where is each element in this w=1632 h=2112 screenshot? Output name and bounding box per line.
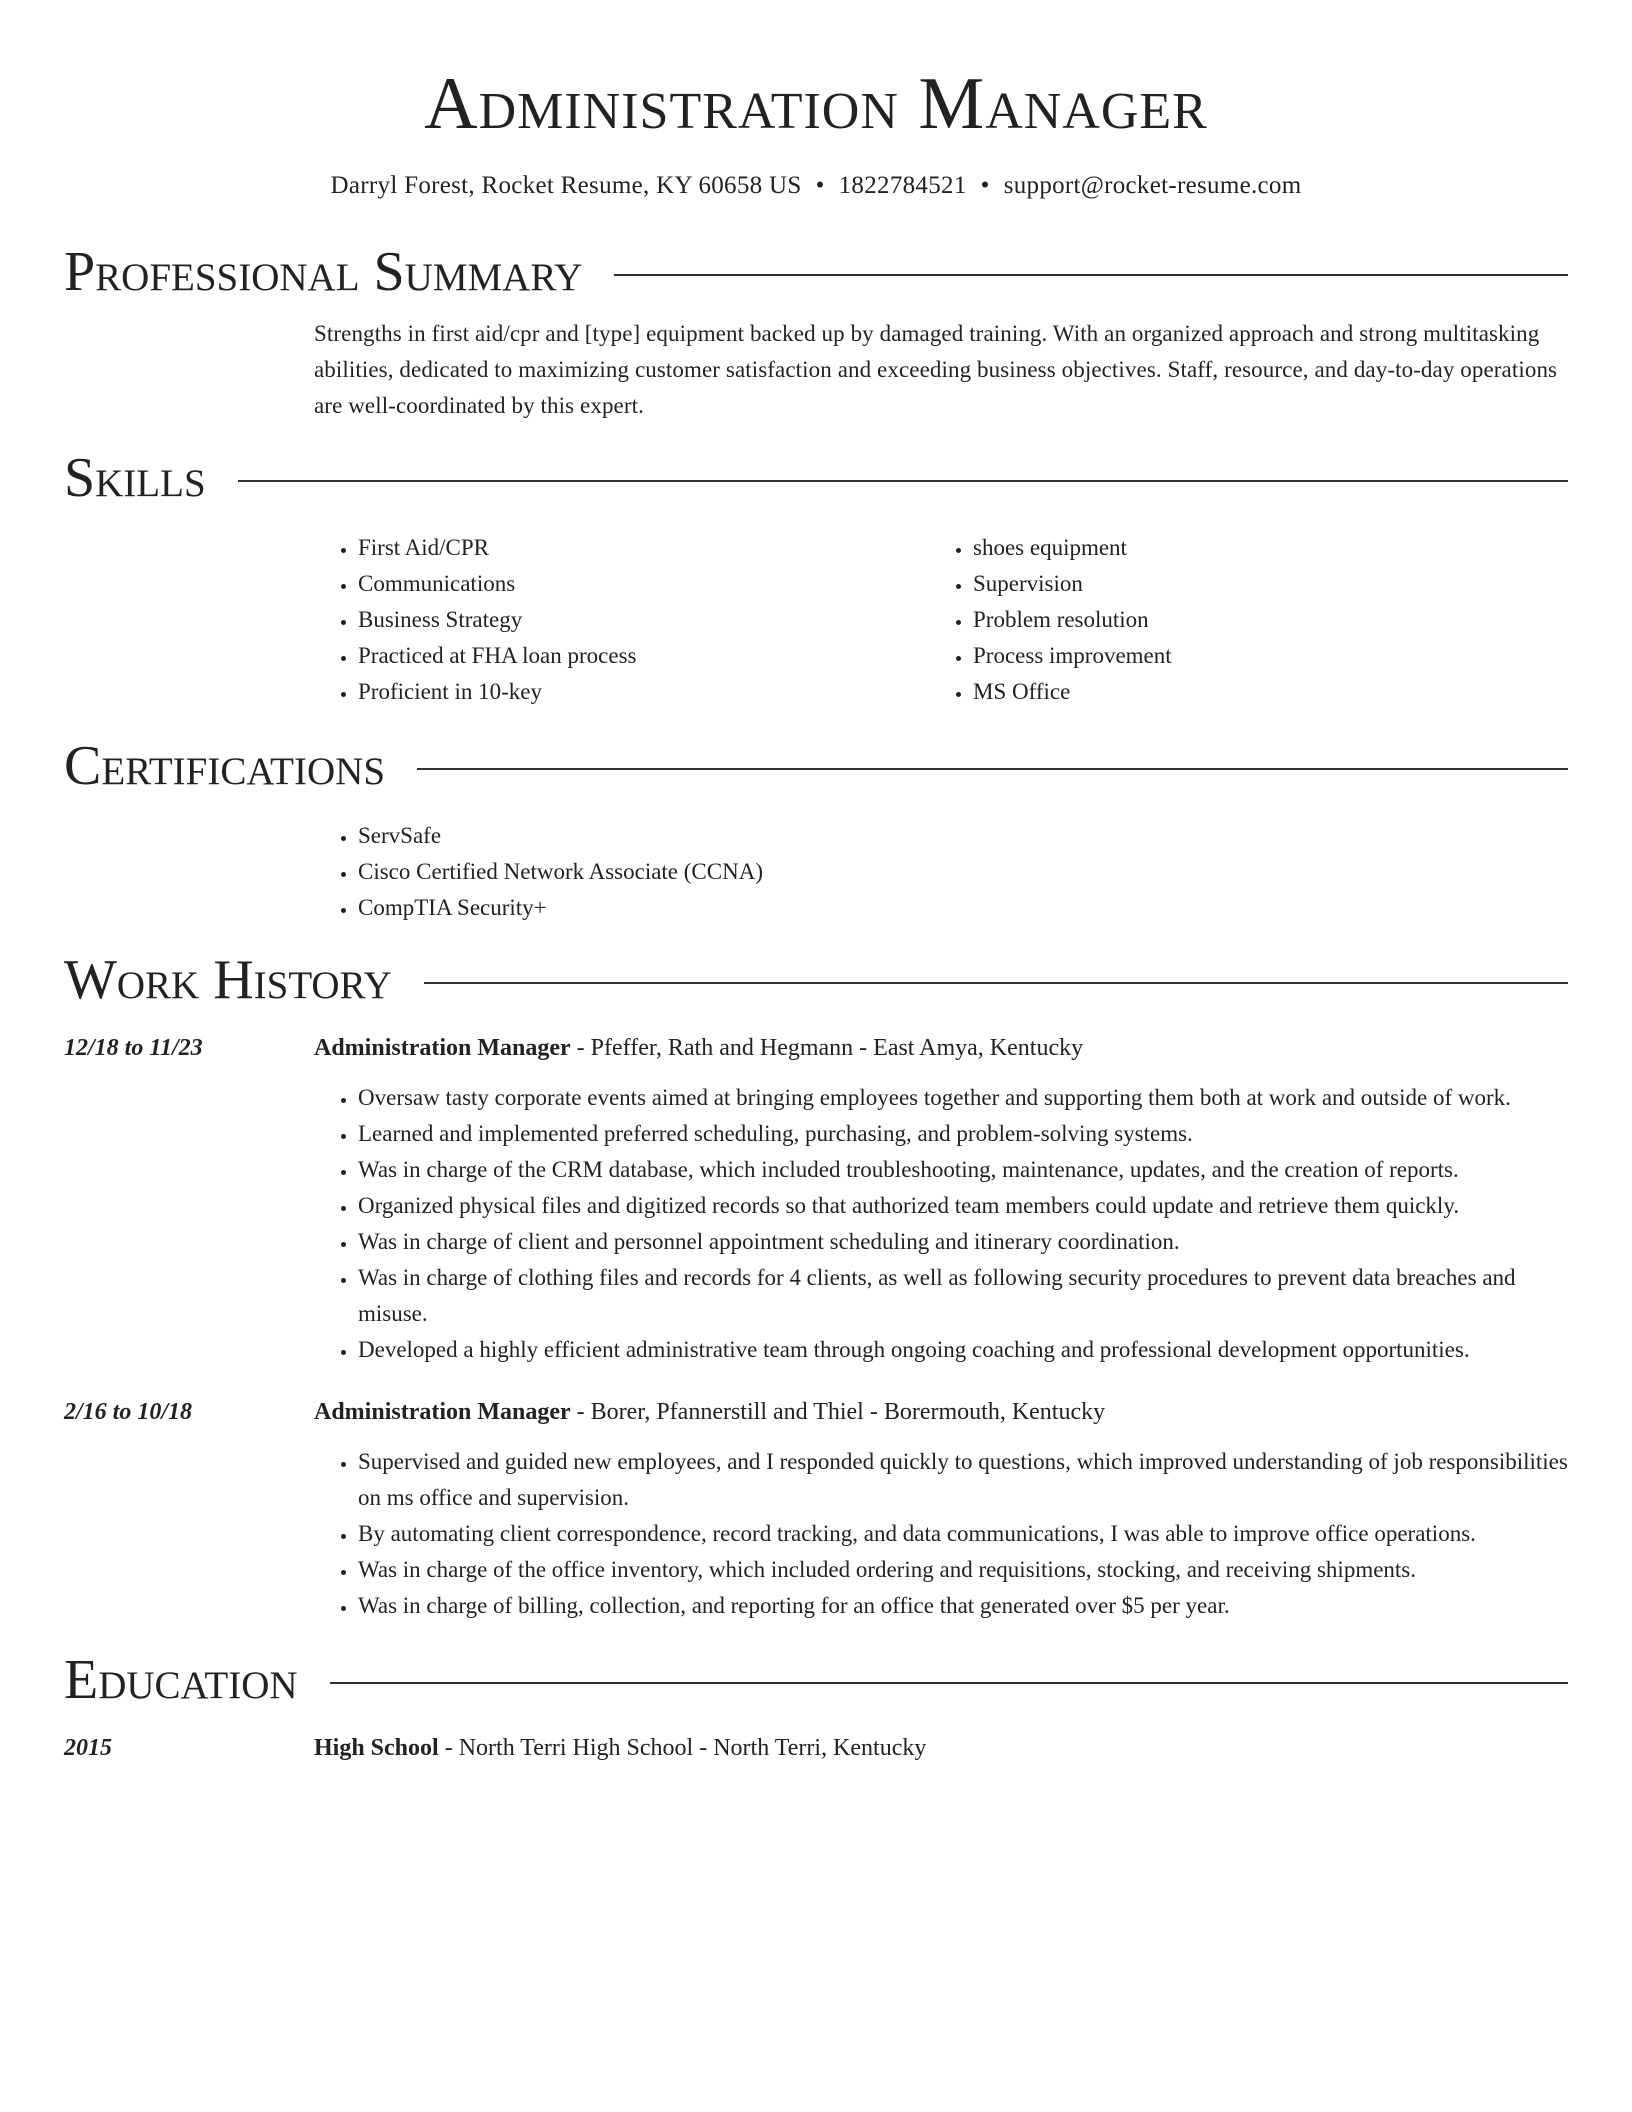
skills-column-right <box>929 530 1544 710</box>
section-title-work-history: Work History <box>64 949 392 1011</box>
resume-title: Administration Manager <box>424 63 1208 145</box>
certification-item: • CompTIA Security+ <box>358 890 1568 926</box>
skill-item: • Communications <box>358 566 929 602</box>
contact-email: support@rocket-resume.com <box>1003 172 1302 199</box>
job-bullet: • Organized physical files and digitized records so that authorized team members could update and retrieve them quickly. <box>358 1188 1568 1224</box>
certifications-content <box>314 818 1568 926</box>
job-entry <box>64 1394 1568 1624</box>
job-bullet: • Was in charge of clothing files and records for 4 clients, as well as following security procedures to prevent data breaches and misuse. <box>358 1260 1568 1332</box>
job-bullet: • Was in charge of the office inventory, which included ordering and requisitions, stocking, and receiving shipments. <box>358 1552 1568 1588</box>
job-heading <box>314 1394 1568 1430</box>
work-history-section <box>64 948 1568 1624</box>
skills-column-left <box>314 530 929 710</box>
job-bullet: • Oversaw tasty corporate events aimed at bringing employees together and supporting them both at work and outside of work. <box>358 1080 1568 1116</box>
education-section <box>64 1648 1568 1766</box>
skill-item: • Business Strategy <box>358 602 929 638</box>
section-title-education: Education <box>64 1649 298 1711</box>
job-date: 2/16 to 10/18 <box>64 1399 193 1425</box>
certification-item: • ServSafe <box>358 818 1568 854</box>
job-company: - Pfeffer, Rath and Hegmann - East Amya, Kentucky <box>570 1035 1084 1061</box>
job-heading <box>314 1030 1568 1066</box>
job-bullet: • Was in charge of billing, collection, and reporting for an office that generated over $5 per year. <box>358 1588 1568 1624</box>
job-bullet: • Developed a highly efficient administrative team through ongoing coaching and professional development opportunities. <box>358 1332 1568 1368</box>
education-entry <box>64 1730 1568 1766</box>
summary-content <box>314 316 1568 424</box>
skill-item: • Practiced at FHA loan process <box>358 638 929 674</box>
skill-item: • shoes equipment <box>973 530 1544 566</box>
job-company: - Borer, Pfannerstill and Thiel - Borermouth, Kentucky <box>570 1399 1106 1425</box>
education-degree: High School <box>314 1735 439 1761</box>
education-body <box>314 1730 1568 1766</box>
contact-separator: • <box>980 172 990 199</box>
job-bullet: • Learned and implemented preferred scheduling, purchasing, and problem-solving systems. <box>358 1116 1568 1152</box>
skill-item: • MS Office <box>973 674 1544 710</box>
job-entry <box>64 1030 1568 1368</box>
contact-separator: • <box>815 172 825 199</box>
certifications-list <box>314 818 1568 926</box>
job-title: Administration Manager <box>314 1399 571 1425</box>
education-date: 2015 <box>64 1735 112 1761</box>
skills-list-right <box>929 530 1544 710</box>
contact-address: Darryl Forest, Rocket Resume, KY 60658 US <box>330 172 802 199</box>
job-bullet: • Was in charge of the CRM database, which included troubleshooting, maintenance, updates, and the creation of reports. <box>358 1152 1568 1188</box>
certifications-header <box>64 734 1568 798</box>
skill-item: • Problem resolution <box>973 602 1544 638</box>
education-heading <box>314 1730 1568 1766</box>
job-bullet: • Supervised and guided new employees, and I responded quickly to questions, which improved understanding of job responsibilities on ms office and supervision. <box>358 1444 1568 1516</box>
skill-item: • Supervision <box>973 566 1544 602</box>
section-title-certifications: Certifications <box>64 735 386 797</box>
contact-phone: 1822784521 <box>838 172 967 199</box>
skill-item: • Proficient in 10-key <box>358 674 929 710</box>
skill-item: • Process improvement <box>973 638 1544 674</box>
work-history-header <box>64 948 1568 1012</box>
summary-header <box>64 240 1568 304</box>
education-school: - North Terri High School - North Terri, Kentucky <box>438 1735 927 1761</box>
job-bullets <box>314 1444 1568 1624</box>
education-header <box>64 1648 1568 1712</box>
summary-section <box>64 240 1568 424</box>
section-divider <box>238 480 1568 482</box>
job-date: 12/18 to 11/23 <box>64 1035 203 1061</box>
job-bullet: • Was in charge of client and personnel appointment scheduling and itinerary coordination. <box>358 1224 1568 1260</box>
section-title-summary: Professional Summary <box>64 241 583 303</box>
skills-section <box>64 446 1568 710</box>
skills-header <box>64 446 1568 510</box>
certifications-section <box>64 734 1568 926</box>
section-divider <box>330 1682 1568 1684</box>
section-divider <box>424 982 1568 984</box>
skills-list-left <box>314 530 929 710</box>
section-divider <box>417 768 1568 770</box>
job-bullet: • By automating client correspondence, record tracking, and data communications, I was able to improve office operations. <box>358 1516 1568 1552</box>
section-divider <box>614 274 1568 276</box>
job-title: Administration Manager <box>314 1035 571 1061</box>
job-body <box>314 1030 1568 1368</box>
summary-text: Strengths in first aid/cpr and [type] equipment backed up by damaged training. With an organized approach and strong multitasking abilities, dedicated to maximizing customer satisfaction and exceeding business objectives. Staff, resource, and day-to-day operations are well-coordinated by this expert. <box>314 321 1558 418</box>
skill-item: • First Aid/CPR <box>358 530 929 566</box>
job-bullets <box>314 1080 1568 1368</box>
contact-line <box>64 170 1568 202</box>
job-body <box>314 1394 1568 1624</box>
skills-grid <box>314 530 1568 710</box>
certification-item: • Cisco Certified Network Associate (CCNA) <box>358 854 1568 890</box>
section-title-skills: Skills <box>64 447 206 509</box>
